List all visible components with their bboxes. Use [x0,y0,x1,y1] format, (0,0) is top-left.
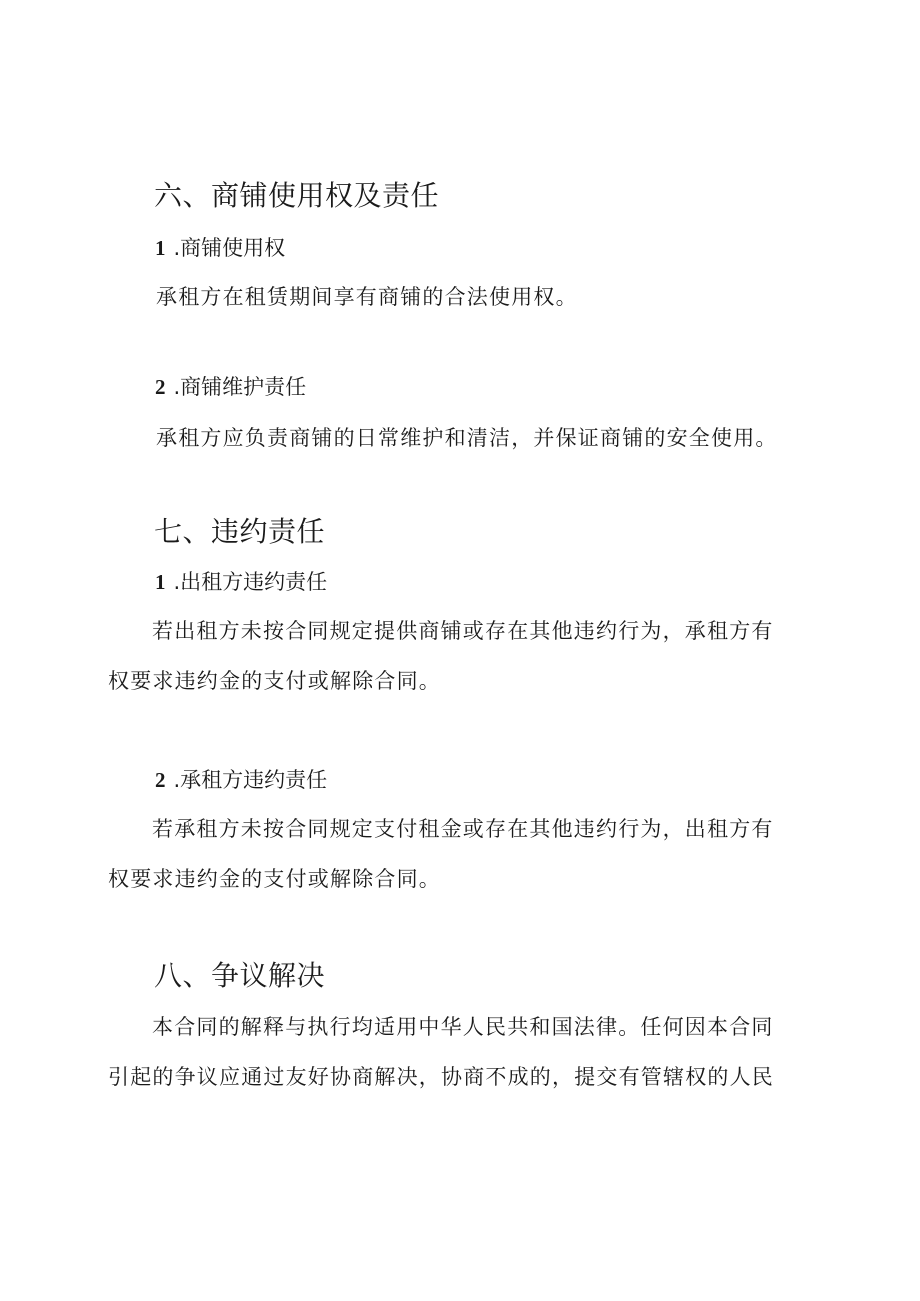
section-8-paragraph [108,1002,808,1102]
paragraph-line: 本合同的解释与执行均适用中华人民共和国法律。任何因本合同 [152,1015,774,1039]
paragraph-line: 若出租方未按合同规定提供商铺或存在其他违约行为，承租方有 [152,619,774,643]
section-7-title: 七、违约责任 [154,515,326,548]
item-number: 2 [155,375,166,399]
item-number: 1 [155,236,166,260]
section-8-title: 八、争议解决 [154,959,326,992]
item-heading-text: .出租方违约责任 [173,570,328,594]
section-6-item-1-heading [155,233,285,263]
section-6-title: 六、商铺使用权及责任 [154,179,440,212]
section-6-item-1-text: 承租方在租赁期间享有商铺的合法使用权。 [156,285,578,309]
item-heading-text: .商铺使用权 [173,236,286,260]
section-7-item-2-paragraph [108,804,808,904]
item-heading-text: .商铺维护责任 [173,375,307,399]
paragraph-line: 引起的争议应通过友好协商解决，协商不成的，提交有管辖权的人民 [108,1065,774,1089]
section-6-item-2-text: 承租方应负责商铺的日常维护和清洁，并保证商铺的安全使用。 [156,426,778,450]
item-number: 2 [155,768,166,792]
paragraph-line: 权要求违约金的支付或解除合同。 [108,669,441,693]
section-7-item-1-paragraph [108,606,808,706]
section-6-item-2-heading [155,372,306,402]
section-7-item-1-heading [155,567,327,597]
paragraph-line: 权要求违约金的支付或解除合同。 [108,867,441,891]
paragraph-line: 若承租方未按合同规定支付租金或存在其他违约行为，出租方有 [152,817,774,841]
item-number: 1 [155,570,166,594]
section-7-item-2-heading [155,765,327,795]
item-heading-text: .承租方违约责任 [173,768,328,792]
